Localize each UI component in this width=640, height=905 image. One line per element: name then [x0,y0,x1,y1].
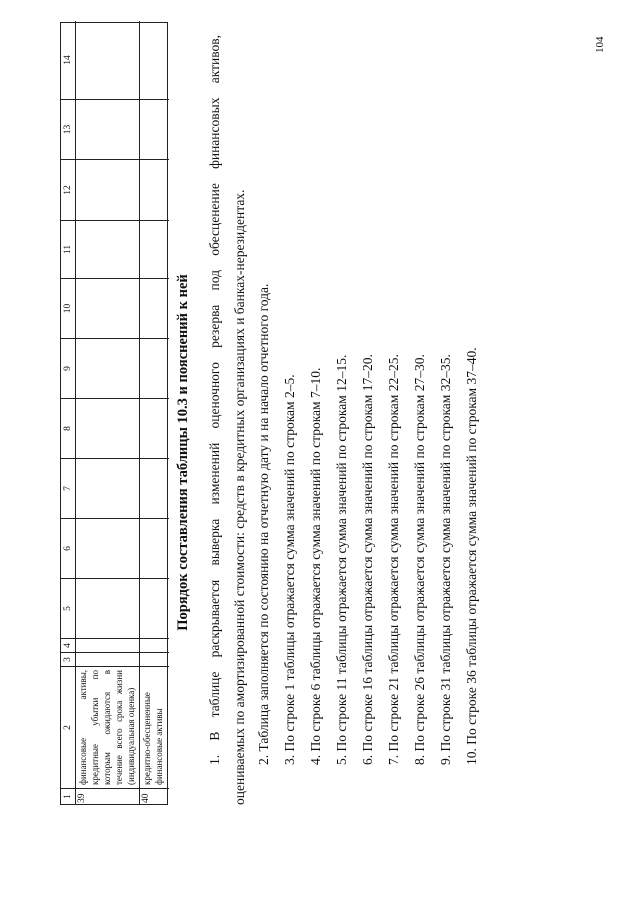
page-number: 104 [594,36,606,53]
table-cell [140,458,169,518]
table-cell [140,220,169,278]
table-cell [76,638,140,652]
header-cell: 11 [61,220,75,278]
list-item: 9. По строке 31 таблицы отражается сумма значений по строкам 32–35. [438,354,453,765]
table-cell [140,518,169,578]
table-cell [76,278,140,338]
list-item: 3. По строке 1 таблицы отражается сумма значений по строкам 2–5. [282,374,297,765]
row-description-cell: кредитно-обесцененные финансовые активы [140,666,169,788]
table-cell [140,278,169,338]
table-cell [76,518,140,578]
table-header-row [61,21,75,804]
header-cell: 8 [61,398,75,458]
header-cell: 7 [61,458,75,518]
row-description-cell: финансовые активы, кредитные убытки по которым ожидаются в течение всего срока жизни (индивидуальная оценка) [76,666,140,788]
data-table [60,22,168,805]
header-cell: 1 [61,788,75,804]
header-cell: 12 [61,159,75,220]
table-cell [140,99,169,159]
header-cell: 5 [61,578,75,638]
table-cell [76,21,140,99]
table-cell [140,21,169,99]
table-cell [140,159,169,220]
table-cell [76,652,140,666]
header-cell: 6 [61,518,75,578]
table-cell [140,652,169,666]
list-item: 8. По строке 26 таблицы отражается сумма значений по строкам 27–30. [412,354,427,765]
header-cell: 9 [61,338,75,398]
list-item: 7. По строке 21 таблицы отражается сумма значений по строкам 22–25. [386,354,401,765]
table-cell [76,578,140,638]
list-item: 6. По строке 16 таблицы отражается сумма значений по строкам 17–20. [360,354,375,765]
row-number-cell: 40 [140,788,169,804]
header-cell: 2 [61,666,75,788]
paragraph-1-line-1: 1. В таблице раскрывается выверка изменений оценочного резерва под обесценение финансовых активов, [207,35,222,765]
table-cell [76,220,140,278]
paragraph-1-line-2: оцениваемых по амортизированной стоимости: средств в кредитных организациях и банках-нерезидентах. [232,189,247,805]
table-cell [140,578,169,638]
table-cell [76,458,140,518]
table-cell [76,99,140,159]
list-item: 10. По строке 36 таблицы отражается сумма значений по строкам 37–40. [464,347,479,765]
table-cell [140,638,169,652]
row-number-cell: 39 [76,788,140,804]
section-title: Порядок составления таблицы 10.3 и пояснений к ней [175,274,191,631]
table-cell [140,338,169,398]
list-item: 5. По строке 11 таблицы отражается сумма значений по строкам 12–15. [334,354,349,765]
table-cell [140,398,169,458]
header-cell: 4 [61,638,75,652]
header-cell: 10 [61,278,75,338]
table-row [75,21,140,804]
table-cell [76,159,140,220]
list-item: 2. Таблица заполняется по состоянию на отчетную дату и на начало отчетного года. [256,283,271,765]
header-cell: 3 [61,652,75,666]
table-cell [76,338,140,398]
table-row [139,21,169,804]
header-cell: 13 [61,99,75,159]
header-cell: 14 [63,55,73,65]
list-item: 4. По строке 6 таблицы отражается сумма значений по строкам 7–10. [308,367,323,765]
table-cell [76,398,140,458]
